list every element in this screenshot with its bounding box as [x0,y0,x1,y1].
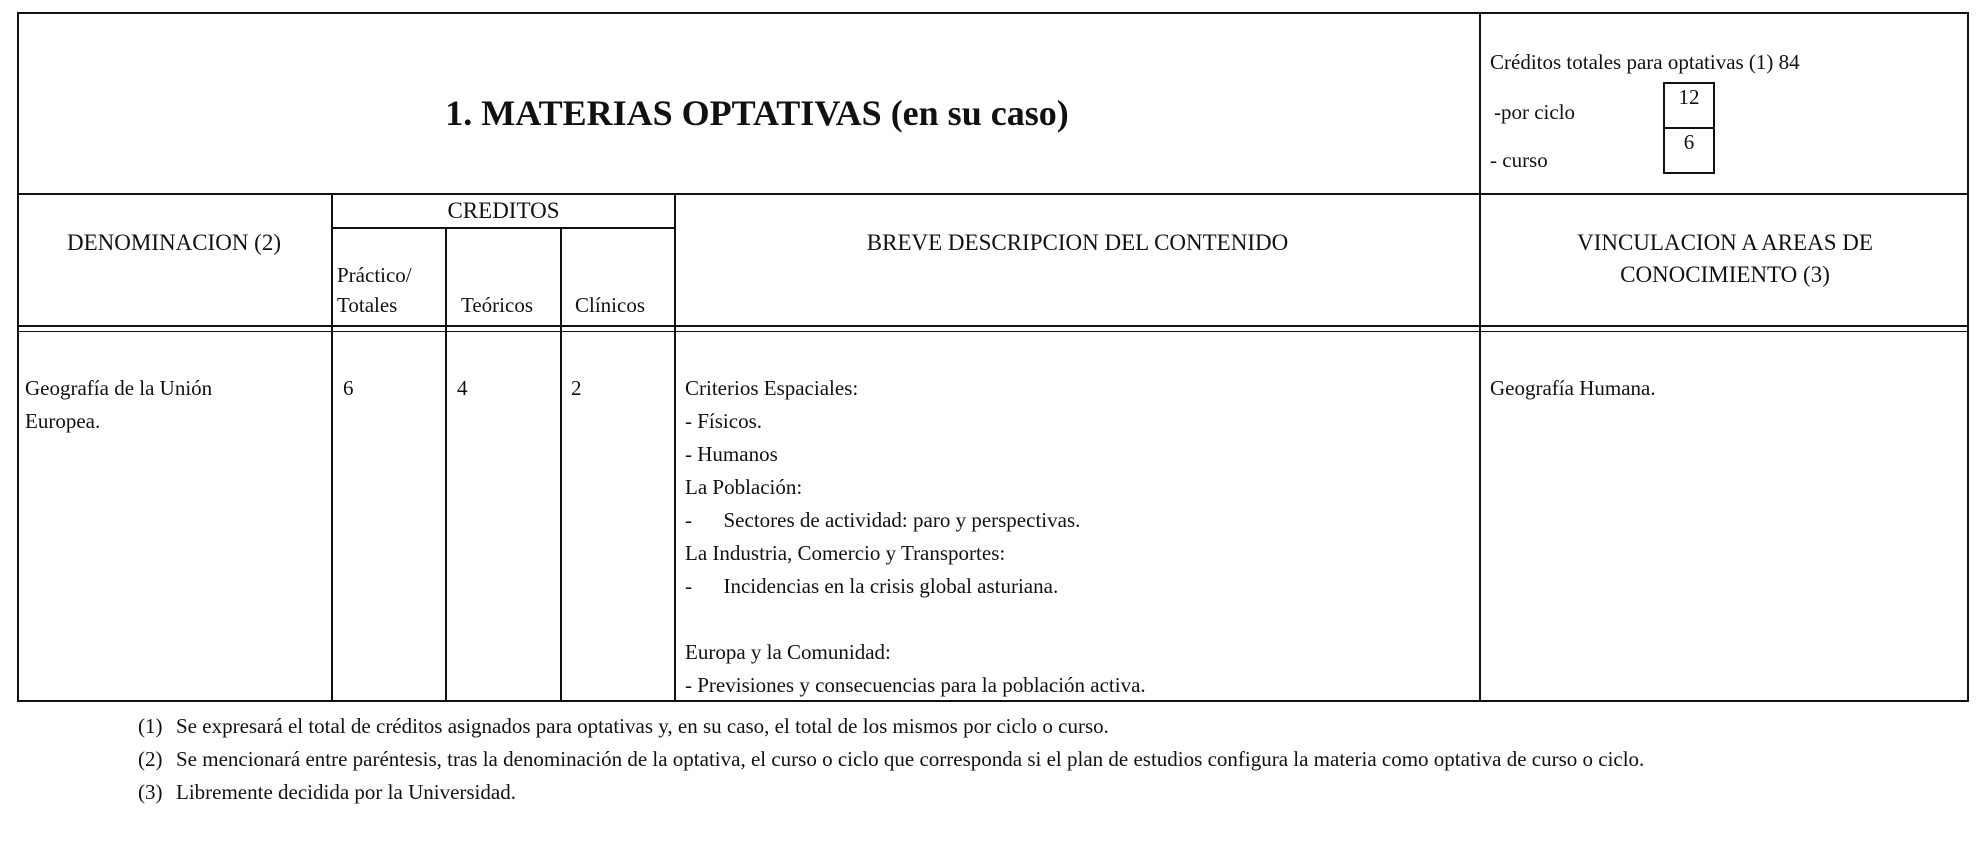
header-vinculacion-line1: VINCULACION A AREAS DE [1577,230,1873,255]
curso-label: - curso [1490,148,1548,172]
por-ciclo-value-box [1663,82,1715,129]
curso-value-box [1663,127,1715,174]
row-denominacion-line1: Geografía de la Unión [25,376,213,400]
descripcion-line: - Previsiones y consecuencias para la población activa. [685,673,1146,697]
header-clinicos: Clínicos [575,293,646,317]
footnote-text: Se mencionará entre paréntesis, tras la denominación de la optativa, el curso o ciclo que corresponda si el plan de estudios configura la materia como optativa de curso o ciclo. [176,747,1645,771]
row-teoricos: 4 [457,376,468,400]
por-ciclo-label: -por ciclo [1494,100,1576,124]
page-title: 1. MATERIAS OPTATIVAS (en su caso) [445,93,1069,133]
creditos-totales-label: Créditos totales para optativas (1) 84 [1490,50,1800,74]
header-descripcion: BREVE DESCRIPCION DEL CONTENIDO [866,230,1289,255]
row-totales: 6 [343,376,354,400]
header-denominacion: DENOMINACION (2) [67,230,281,255]
col-divider-teoricos [560,227,562,702]
footnote [138,743,1898,776]
curso-value: 6 [1683,130,1695,154]
por-ciclo-value: 12 [1678,85,1700,109]
footnote-text: Libremente decidida por la Universidad. [176,780,516,804]
header-totales-line2: Totales [337,293,398,317]
descripcion-line: Europa y la Comunidad: [685,640,891,664]
descripcion-line: La Población: [685,475,803,499]
col-divider-totales [445,227,447,702]
header-divider [17,325,1969,327]
col-divider-creditos [674,193,676,702]
title-divider [17,193,1969,195]
header-divider-inner [17,331,1969,332]
footnote-number: (1) [138,714,163,738]
creditos-underline [333,227,674,229]
footnote-number: (2) [138,747,163,771]
header-totales-line1: Práctico/ [337,263,412,287]
descripcion-line: - Físicos. [685,409,763,433]
footnote [138,710,1898,743]
header-teoricos: Teóricos [461,293,534,317]
descripcion-line: - Humanos [685,442,778,466]
row-clinicos: 2 [571,376,582,400]
descripcion-line: Criterios Espaciales: [685,376,859,400]
row-descripcion [685,372,1465,702]
row-denominacion-line2: Europea. [25,409,101,433]
descripcion-line: - Incidencias en la crisis global asturiana. [685,574,1059,598]
header-creditos: CREDITOS [447,198,560,223]
descripcion-line: La Industria, Comercio y Transportes: [685,541,1006,565]
row-vinculacion: Geografía Humana. [1490,376,1656,400]
footnotes [138,710,1898,809]
descripcion-line: - Sectores de actividad: paro y perspectivas. [685,508,1081,532]
footnote-number: (3) [138,780,163,804]
descripcion-line [685,603,1465,636]
footnote-text: Se expresará el total de créditos asignados para optativas y, en su caso, el total de los mismos por ciclo o curso. [176,714,1109,738]
header-vinculacion-line2: CONOCIMIENTO (3) [1620,262,1830,287]
col-divider-denominacion [331,193,333,702]
footnote [138,776,1898,809]
